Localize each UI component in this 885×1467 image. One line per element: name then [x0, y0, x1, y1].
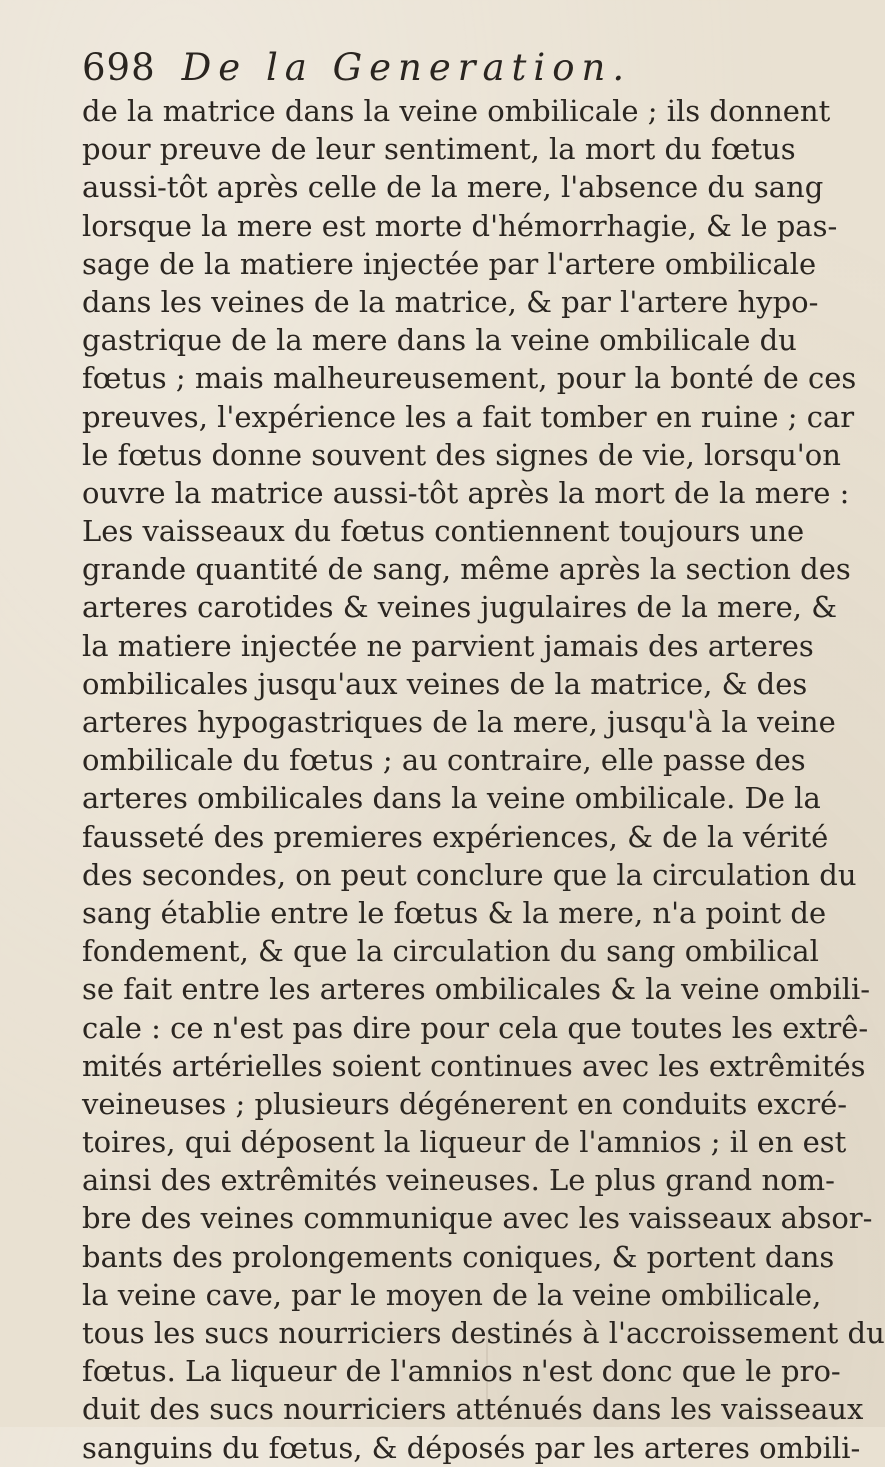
text-line: le fœtus donne souvent des signes de vie, lorsqu'on: [82, 437, 841, 472]
text-line: arteres carotides & veines jugulaires de la mere, &: [82, 590, 838, 625]
text-line: arteres ombilicales dans la veine ombilicale. De la: [82, 781, 821, 816]
text-line: la matiere injectée ne parvient jamais des arteres: [82, 628, 814, 663]
text-line: sage de la matiere injectée par l'artere ombilicale: [82, 246, 817, 281]
text-line: pour preuve de leur sentiment, la mort du fœtus: [82, 132, 796, 167]
text-line: fondement, & que la circulation du sang ombilical: [82, 934, 819, 969]
text-line: toires, qui déposent la liqueur de l'amnios ; il en est: [82, 1125, 847, 1160]
text-line: de la matrice dans la veine ombilicale ; ils donnent: [82, 94, 831, 128]
text-line: ouvre la matrice aussi-tôt après la mort de la mere :: [82, 475, 850, 510]
text-line: lorsque la mere est morte d'hémorrhagie, & le pas-: [82, 208, 838, 243]
page-number: 698: [82, 46, 156, 89]
text-line: sanguins du fœtus, & déposés par les arteres ombili-: [82, 1430, 861, 1465]
running-head: [82, 46, 782, 90]
text-line: mités artérielles soient continues avec les extrêmités: [82, 1048, 866, 1083]
text-line: sang établie entre le fœtus & la mere, n'a point de: [82, 895, 827, 930]
text-line: ainsi des extrêmités veineuses. Le plus grand nom-: [82, 1163, 835, 1198]
text-line: ombilicale du fœtus ; au contraire, elle passe des: [82, 743, 806, 778]
text-line: dans les veines de la matrice, & par l'artere hypo-: [82, 284, 819, 319]
text-line: cale : ce n'est pas dire pour cela que toutes les extrê-: [82, 1010, 869, 1045]
paper-mark: [486, 1330, 488, 1420]
text-line: gastrique de la mere dans la veine ombilicale du: [82, 323, 797, 358]
text-line: Les vaisseaux du fœtus contiennent toujours une: [82, 514, 805, 549]
text-line: ombilicales jusqu'aux veines de la matrice, & des: [82, 666, 808, 701]
text-line: grande quantité de sang, même après la section des: [82, 552, 851, 587]
text-line: veineuses ; plusieurs dégénerent en conduits excré-: [82, 1086, 848, 1121]
text-line: bre des veines communique avec les vaisseaux absor-: [82, 1201, 873, 1236]
body-text: [82, 92, 885, 1467]
text-line: arteres hypogastriques de la mere, jusqu'à la veine: [82, 705, 836, 739]
text-line: fœtus ; mais malheureusement, pour la bonté de ces: [82, 361, 857, 396]
text-line: preuves, l'expérience les a fait tomber en ruine ; car: [82, 399, 855, 434]
running-title: De la Generation.: [181, 46, 632, 89]
text-line: la veine cave, par le moyen de la veine ombilicale,: [82, 1277, 822, 1312]
text-line: tous les sucs nourriciers destinés à l'accroissement du: [82, 1316, 885, 1350]
text-line: bants des prolongements coniques, & portent dans: [82, 1239, 835, 1274]
text-line: duit des sucs nourriciers atténués dans les vaisseaux: [82, 1392, 864, 1427]
text-line: se fait entre les arteres ombilicales & la veine ombili-: [82, 972, 871, 1007]
text-line: fœtus. La liqueur de l'amnios n'est donc que le pro-: [82, 1354, 841, 1389]
text-line: aussi-tôt après celle de la mere, l'absence du sang: [82, 170, 824, 205]
text-line: des secondes, on peut conclure que la circulation du: [82, 857, 857, 892]
text-line: fausseté des premieres expériences, & de la vérité: [82, 819, 829, 854]
